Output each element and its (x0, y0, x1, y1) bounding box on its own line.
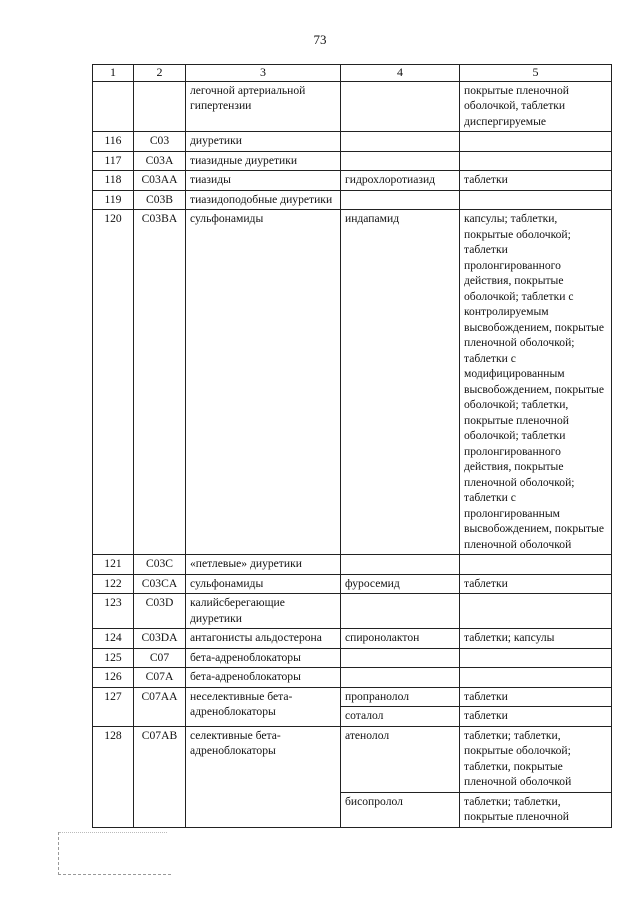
row-number-cell: 122 (93, 574, 134, 594)
drug-name-cell: фуросемид (341, 574, 460, 594)
dosage-form-cell: капсулы; таблетки, покрытые оболочкой; таблетки пролонгированного действия, покрытые оболочкой; таблетки с контролируемым высвобождением, покрытые пленочной оболочкой; таблетки с модифицированным высвобождением, покрытые оболочкой; таблетки, покрытые пленочной оболочкой; таблетки пролонгированного действия, покрытые пленочной оболочкой; таблетки с пролонгированным высвобождением, покрытые пленочной оболочкой (460, 210, 612, 555)
header-cell: 5 (460, 65, 612, 82)
drug-name-cell: пропранолол (341, 687, 460, 707)
atc-code-cell: C07AA (134, 687, 186, 726)
drug-name-cell (341, 81, 460, 132)
table-row (93, 687, 612, 707)
dosage-form-cell (460, 190, 612, 210)
dosage-form-cell: таблетки; таблетки, покрытые оболочкой; таблетки, покрытые пленочной оболочкой (460, 726, 612, 792)
drug-name-cell: соталол (341, 707, 460, 727)
atc-code-cell: C03AA (134, 171, 186, 191)
group-name-cell: легочной артериальной гипертензии (186, 81, 341, 132)
row-number-cell: 123 (93, 594, 134, 629)
dosage-form-cell: таблетки (460, 171, 612, 191)
drug-name-cell: атенолол (341, 726, 460, 792)
atc-code-cell: C03C (134, 555, 186, 575)
dosage-form-cell: покрытые пленочной оболочкой, таблетки диспергируемые (460, 81, 612, 132)
group-name-cell: тиазидоподобные диуретики (186, 190, 341, 210)
table-row (93, 629, 612, 649)
page-number: 73 (313, 32, 327, 47)
table-row (93, 594, 612, 629)
atc-code-cell: C03A (134, 151, 186, 171)
atc-code-cell: C07AB (134, 726, 186, 827)
atc-code-cell: C07 (134, 648, 186, 668)
header-cell: 1 (93, 65, 134, 82)
dosage-form-cell: таблетки (460, 687, 612, 707)
row-number-cell: 120 (93, 210, 134, 555)
dosage-form-cell (460, 151, 612, 171)
dosage-form-cell (460, 668, 612, 688)
group-name-cell: сульфонамиды (186, 574, 341, 594)
atc-code-cell: C07A (134, 668, 186, 688)
drug-name-cell: бисопролол (341, 792, 460, 827)
group-name-cell: «петлевые» диуретики (186, 555, 341, 575)
table-row (93, 574, 612, 594)
drug-name-cell (341, 594, 460, 629)
drug-name-cell (341, 190, 460, 210)
table-row (93, 555, 612, 575)
drug-name-cell: спиронолактон (341, 629, 460, 649)
table-row (93, 190, 612, 210)
table-row (93, 726, 612, 792)
table-row (93, 210, 612, 555)
group-name-cell: сульфонамиды (186, 210, 341, 555)
atc-code-cell: C03DA (134, 629, 186, 649)
group-name-cell: неселективные бета-адреноблокаторы (186, 687, 341, 726)
dosage-form-cell (460, 132, 612, 152)
row-number-cell: 119 (93, 190, 134, 210)
row-number-cell: 127 (93, 687, 134, 726)
group-name-cell: диуретики (186, 132, 341, 152)
drug-name-cell: индапамид (341, 210, 460, 555)
drug-name-cell (341, 132, 460, 152)
header-cell: 4 (341, 65, 460, 82)
scan-artifact-stamp (58, 832, 171, 875)
table-header-row (93, 65, 612, 82)
group-name-cell: тиазидные диуретики (186, 151, 341, 171)
header-cell: 3 (186, 65, 341, 82)
row-number-cell: 117 (93, 151, 134, 171)
atc-code-cell (134, 81, 186, 132)
drug-name-cell (341, 668, 460, 688)
row-number-cell: 125 (93, 648, 134, 668)
drug-name-cell (341, 151, 460, 171)
dosage-form-cell: таблетки (460, 574, 612, 594)
row-number-cell: 118 (93, 171, 134, 191)
row-number-cell: 116 (93, 132, 134, 152)
table-row (93, 171, 612, 191)
row-number-cell: 126 (93, 668, 134, 688)
group-name-cell: тиазиды (186, 171, 341, 191)
drug-table (92, 64, 612, 828)
table-row (93, 648, 612, 668)
row-number-cell: 124 (93, 629, 134, 649)
table-row (93, 132, 612, 152)
row-number-cell: 121 (93, 555, 134, 575)
table-row (93, 151, 612, 171)
header-cell: 2 (134, 65, 186, 82)
dosage-form-cell: таблетки; капсулы (460, 629, 612, 649)
dosage-form-cell: таблетки (460, 707, 612, 727)
dosage-form-cell (460, 594, 612, 629)
dosage-form-cell (460, 648, 612, 668)
atc-code-cell: C03 (134, 132, 186, 152)
group-name-cell: калийсберегающие диуретики (186, 594, 341, 629)
row-number-cell: 128 (93, 726, 134, 827)
group-name-cell: бета-адреноблокаторы (186, 648, 341, 668)
atc-code-cell: C03BA (134, 210, 186, 555)
atc-code-cell: C03D (134, 594, 186, 629)
table-row (93, 81, 612, 132)
drug-name-cell: гидрохлоротиазид (341, 171, 460, 191)
row-number-cell (93, 81, 134, 132)
group-name-cell: селективные бета-адреноблокаторы (186, 726, 341, 827)
drug-name-cell (341, 648, 460, 668)
dosage-form-cell: таблетки; таблетки, покрытые пленочной (460, 792, 612, 827)
atc-code-cell: C03CA (134, 574, 186, 594)
group-name-cell: бета-адреноблокаторы (186, 668, 341, 688)
atc-code-cell: C03B (134, 190, 186, 210)
table-row (93, 668, 612, 688)
drug-name-cell (341, 555, 460, 575)
dosage-form-cell (460, 555, 612, 575)
group-name-cell: антагонисты альдостерона (186, 629, 341, 649)
